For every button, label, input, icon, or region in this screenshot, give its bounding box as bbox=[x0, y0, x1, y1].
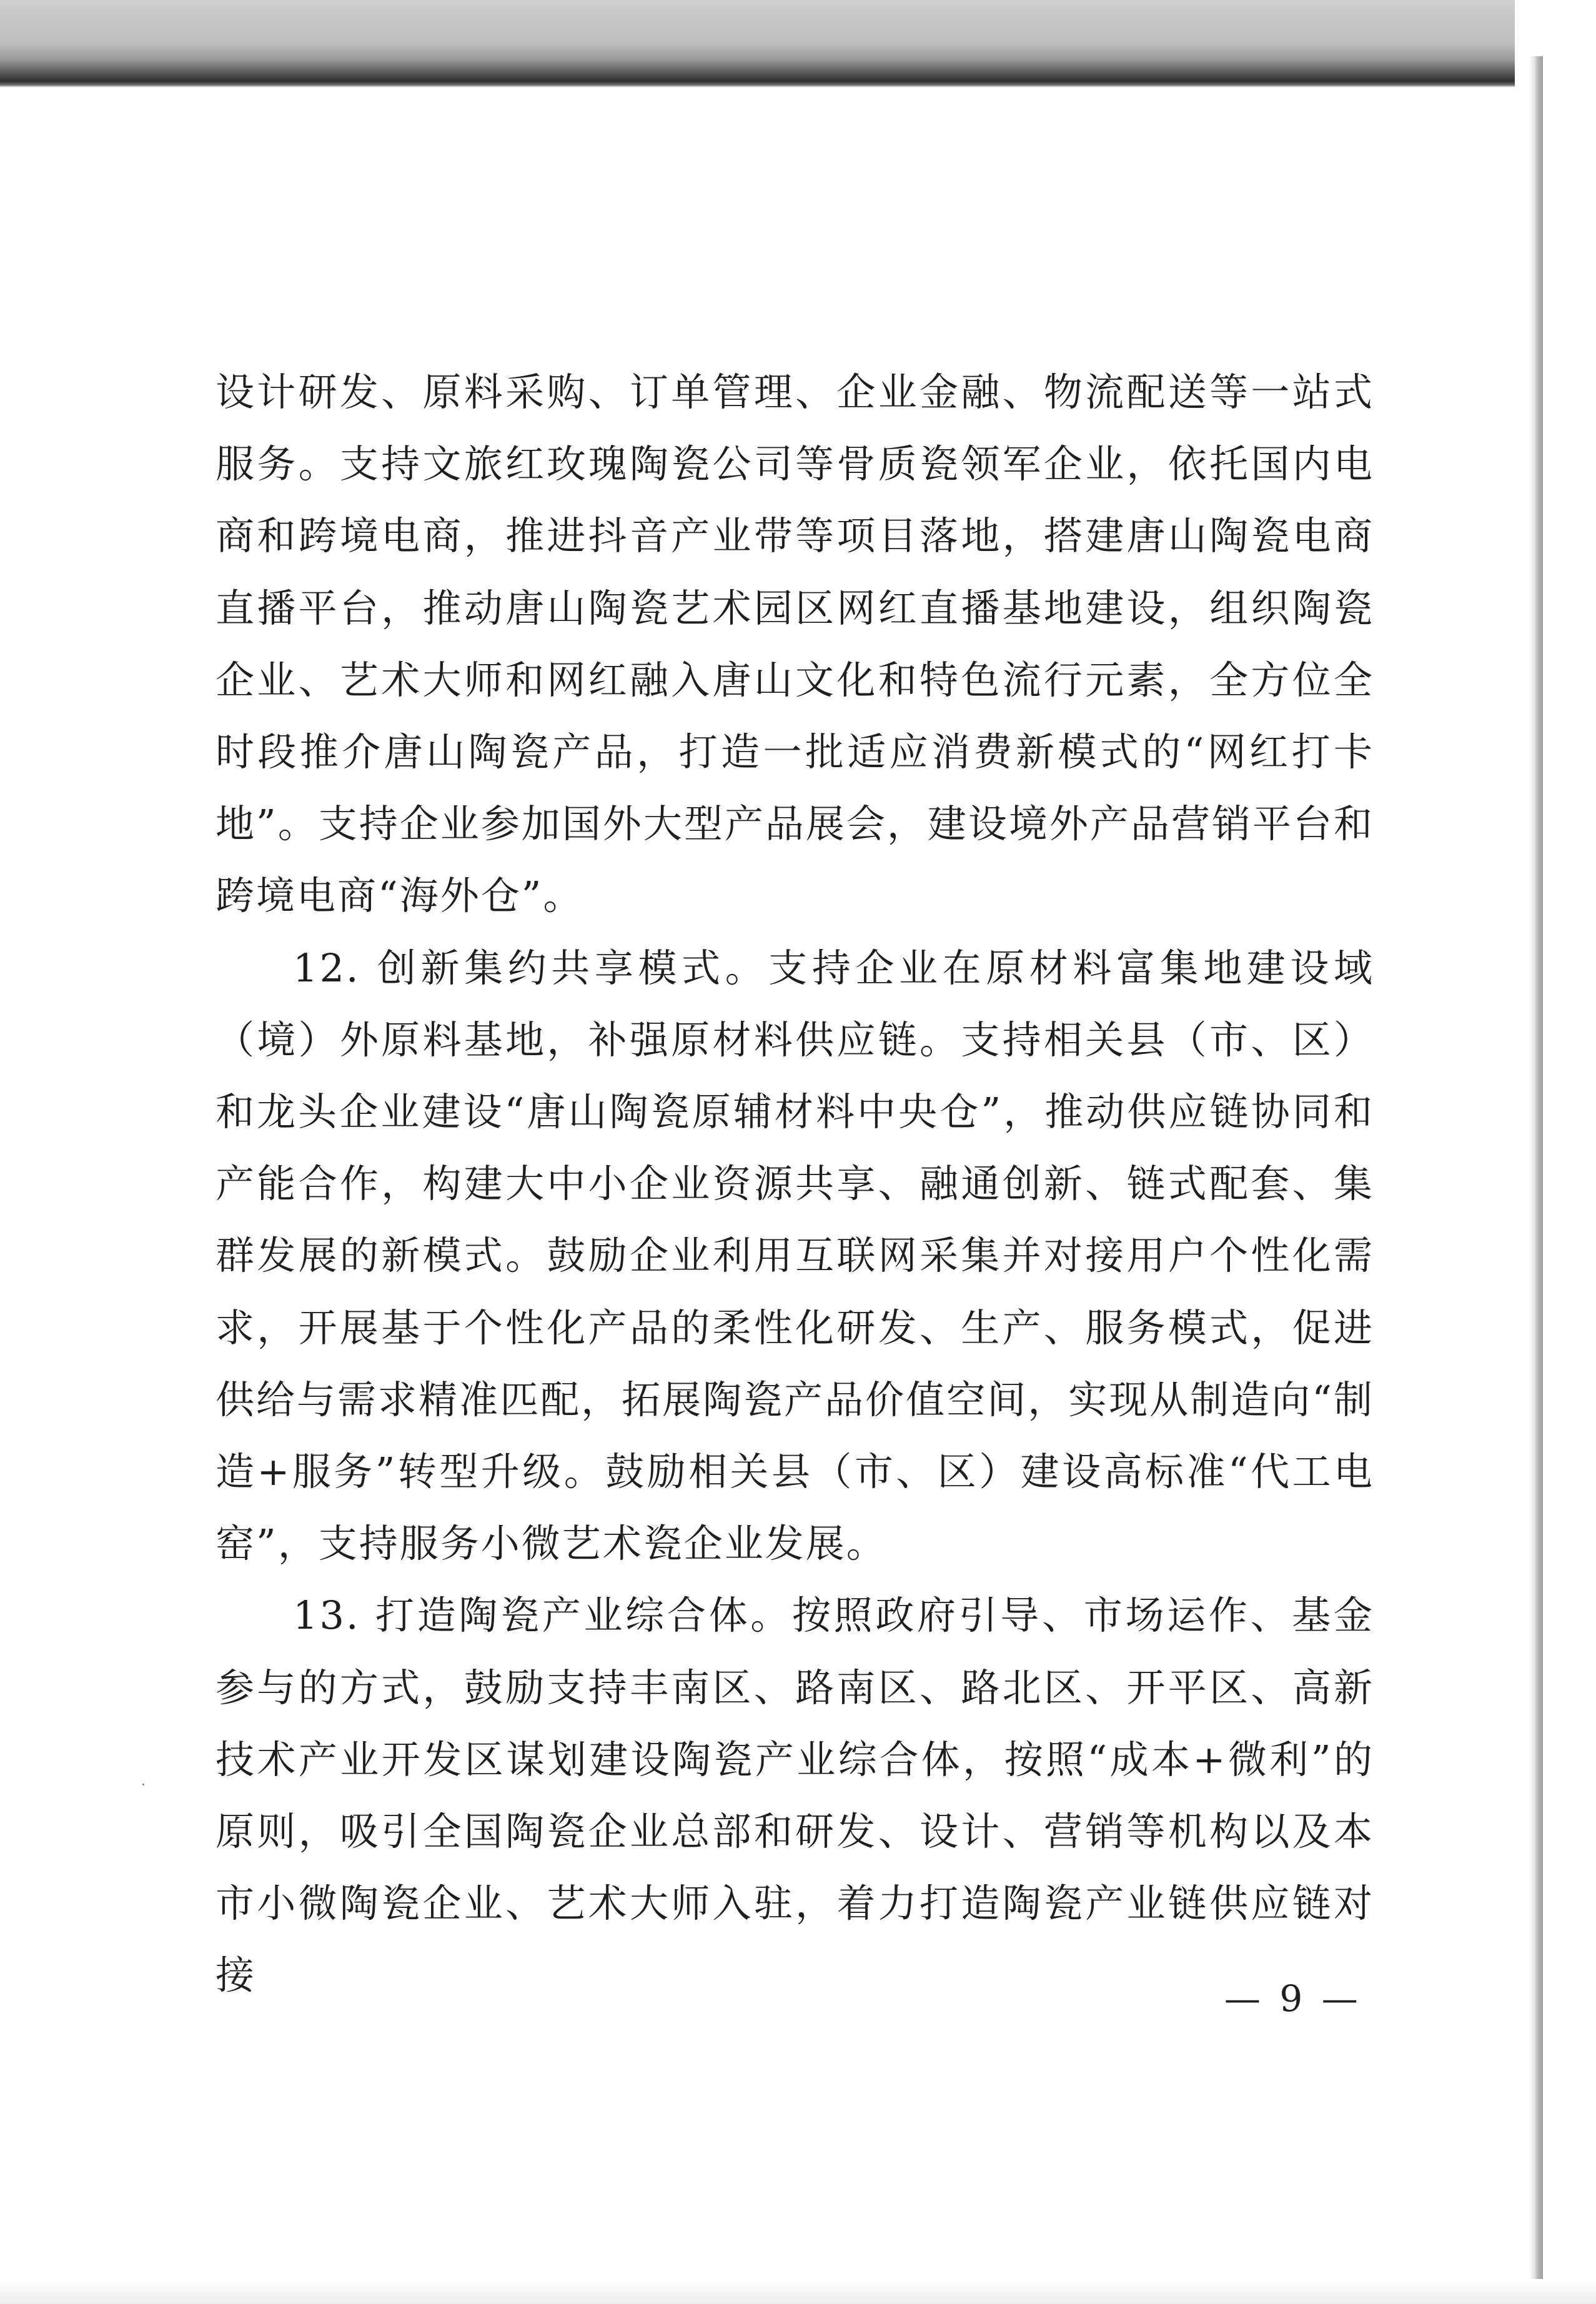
scan-right-margin bbox=[1543, 0, 1596, 2304]
paragraph-item-12: 12. 创新集约共享模式。支持企业在原材料富集地建设域（境）外原料基地，补强原材料供应链。支持相关县（市、区）和龙头企业建设“唐山陶瓷原辅材料中央仓”，推动供应链协同和产能合作，构建大中小企业资源共享、融通创新、链式配套、集群发展的新模式。鼓励企业利用互联网采集并对接用户个性化需求，开展基于个性化产品的柔性化研发、生产、服务模式，促进供给与需求精准匹配，拓展陶瓷产品价值空间，实现从制造向“制造+服务”转型升级。鼓励相关县（市、区）建设高标准“代工电窑”，支持服务小微艺术瓷企业发展。 bbox=[216, 945, 1374, 1567]
document-body bbox=[216, 356, 1374, 2012]
scan-bottom-edge bbox=[0, 2279, 1596, 2304]
paragraph-item-13: 13. 打造陶瓷产业综合体。按照政府引导、市场运作、基金参与的方式，鼓励支持丰南区、路南区、路北区、开平区、高新技术产业开发区谋划建设陶瓷产业综合体，按照“成本+微利”的原则，吸引全国陶瓷企业总部和研发、设计、营销等机构以及本市小微陶瓷企业、艺术大师入驻，着力打造陶瓷产业链供应链对接 bbox=[216, 1592, 1374, 1999]
scan-speck bbox=[142, 1784, 144, 1785]
page-number: — 9 — bbox=[1224, 1977, 1362, 2020]
scan-right-edge-shadow bbox=[1529, 56, 1543, 2280]
scan-top-shadow bbox=[0, 0, 1596, 87]
paragraph-continuation: 设计研发、原料采购、订单管理、企业金融、物流配送等一站式服务。支持文旅红玫瑰陶瓷公司等骨质瓷领军企业，依托国内电商和跨境电商，推进抖音产业带等项目落地，搭建唐山陶瓷电商直播平台，推动唐山陶瓷艺术园区网红直播基地建设，组织陶瓷企业、艺术大师和网红融入唐山文化和特色流行元素，全方位全时段推介唐山陶瓷产品，打造一批适应消费新模式的“网红打卡地”。支持企业参加国外大型产品展会，建设境外产品营销平台和跨境电商“海外仓”。 bbox=[216, 369, 1374, 919]
